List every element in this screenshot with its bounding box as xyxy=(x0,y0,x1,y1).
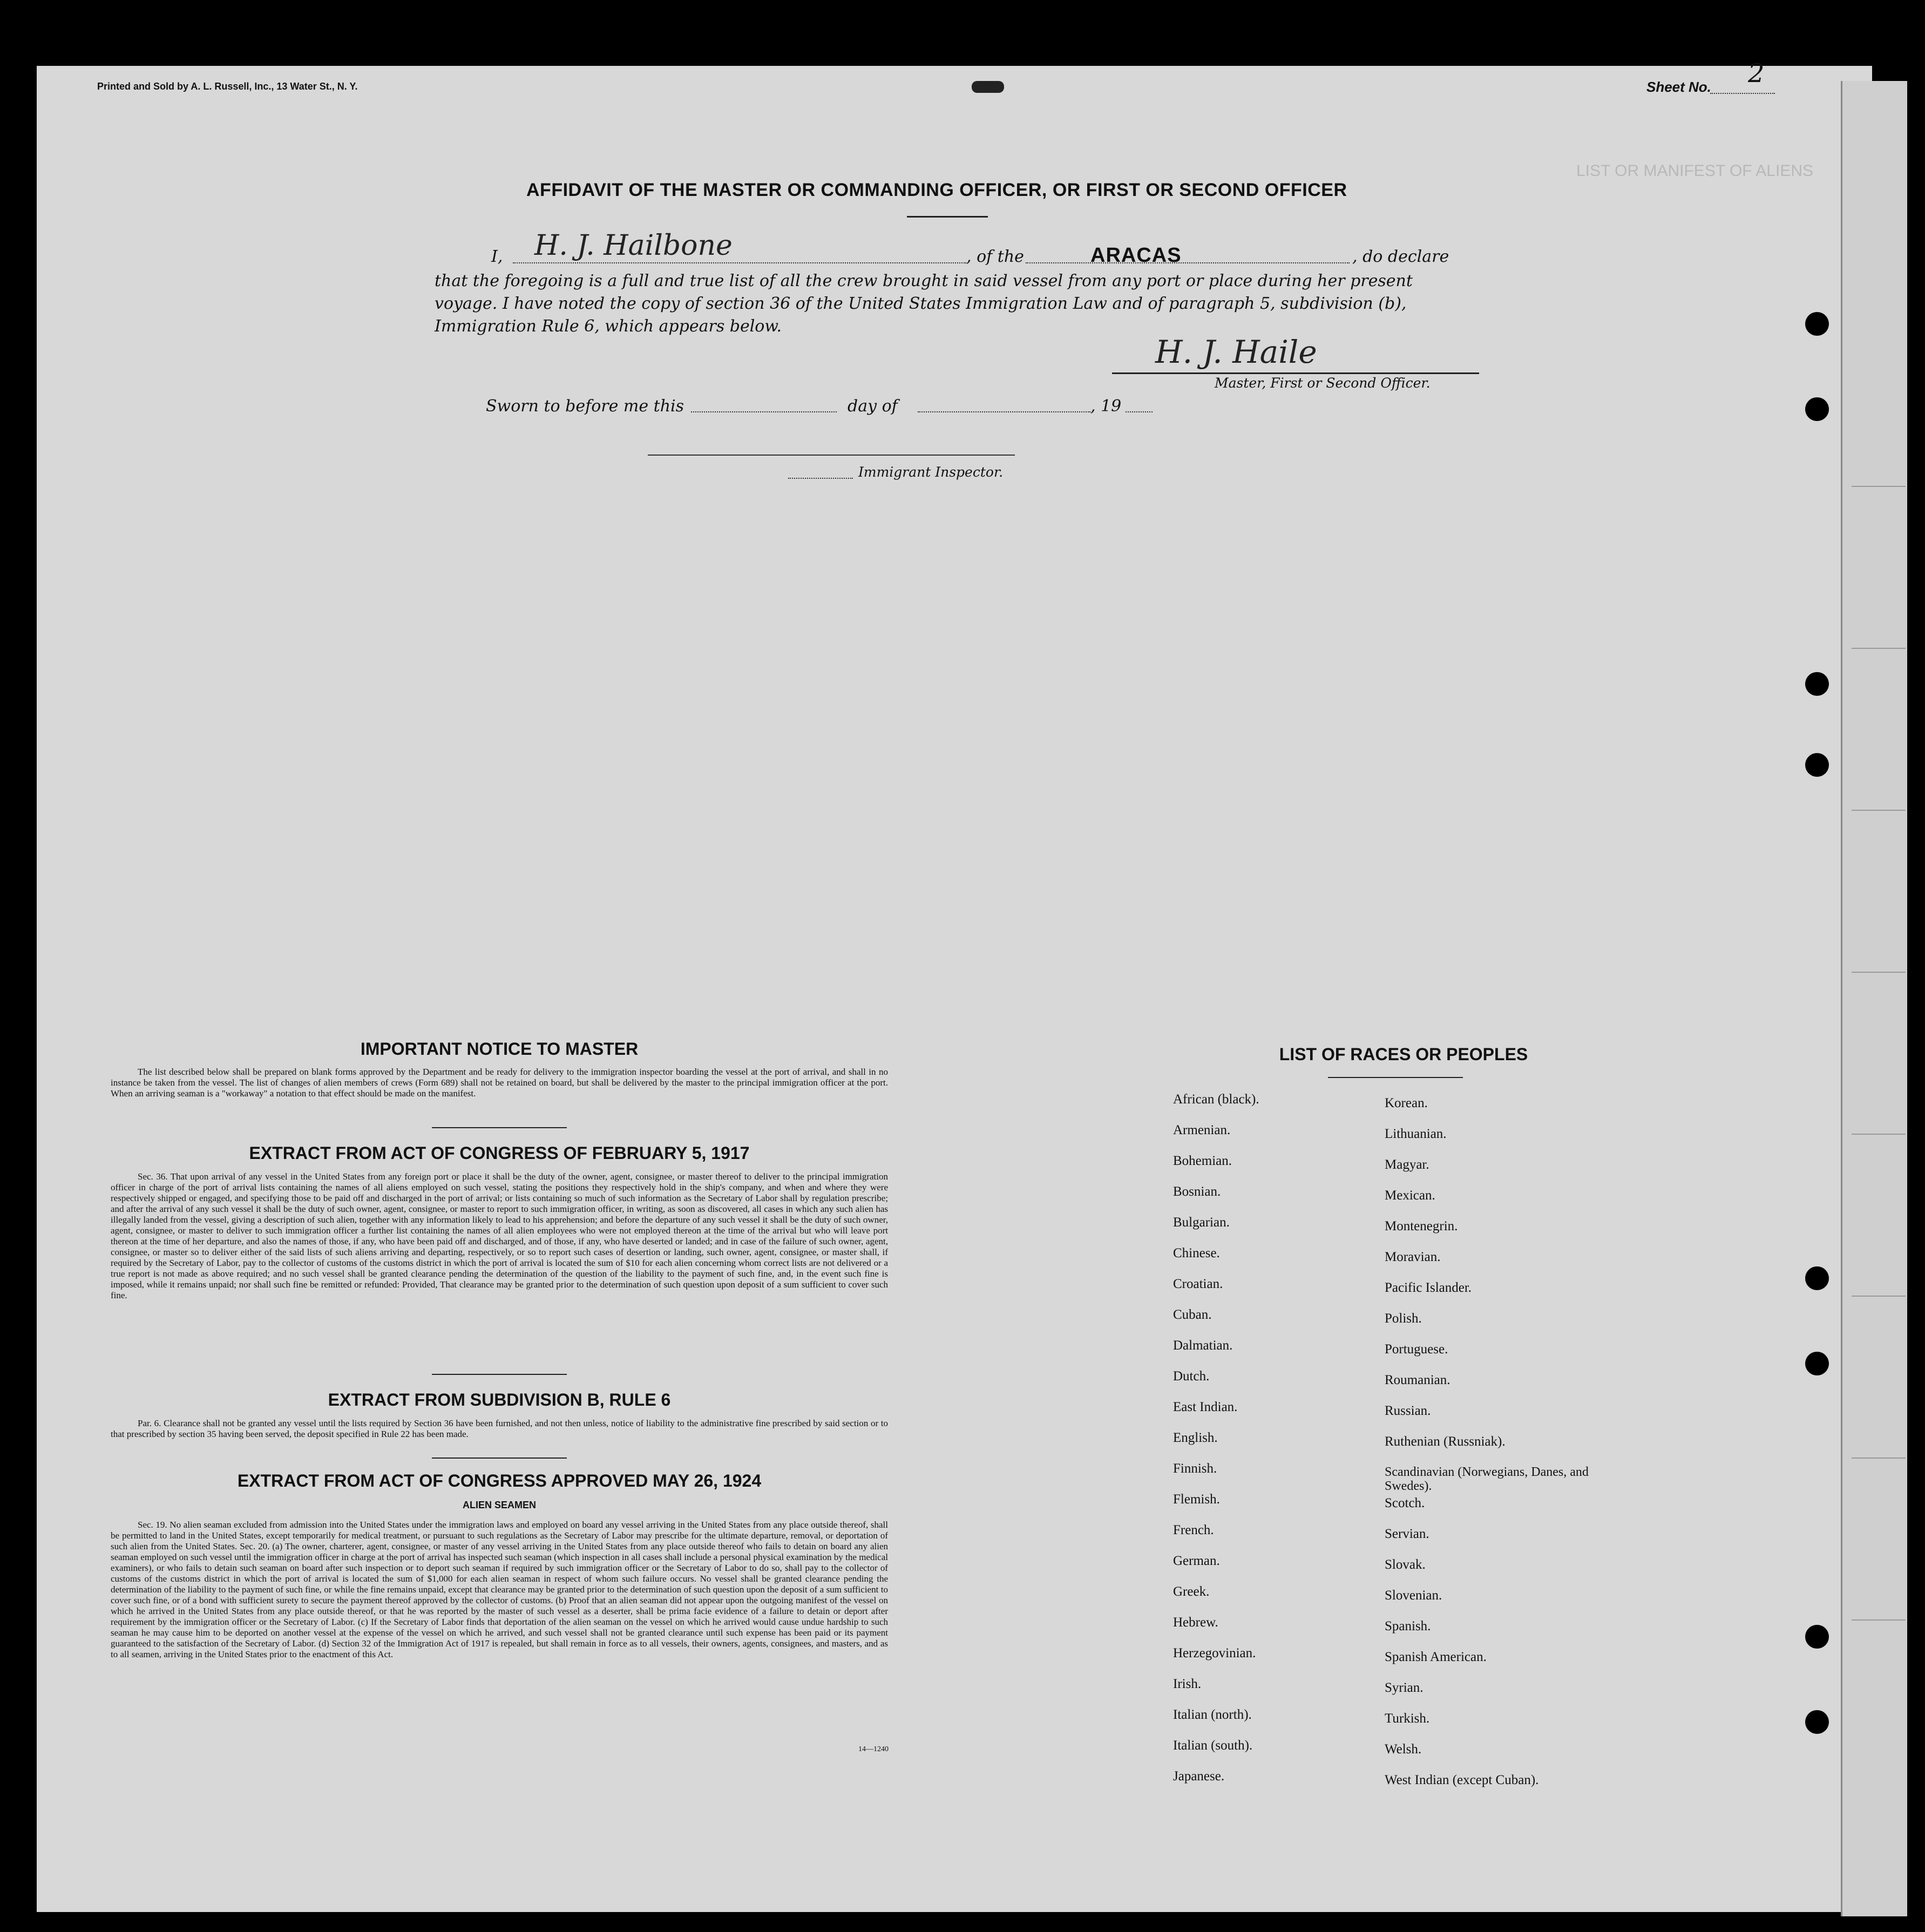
race-item: Ruthenian (Russniak). xyxy=(1385,1434,1506,1449)
punch-hole xyxy=(1805,1625,1829,1649)
race-item: Spanish. xyxy=(1385,1619,1431,1633)
title-rule xyxy=(907,216,988,218)
ruled-line xyxy=(1852,648,1906,649)
race-item: Scotch. xyxy=(1385,1496,1425,1510)
race-item: Scandinavian (Norwegians, Danes, and Swedes). xyxy=(1385,1465,1589,1493)
extract-1924-text: Sec. 19. No alien seaman excluded from admission into the United States under the immigration laws and employed on board any vessel arriving in the United States from any place outside thereof, shall be permitted to land in the United States, except temporarily for medical treatment, or pursuant to such regulations as the Secretary of Labor may prescribe for the ultimate departure, removal, or deportation of such alien from the United States. Sec. 20. (a) The owner, charterer, agent, consignee, or master of any vessel arriving in the United States from any place outside thereof who fails to detain on board any alien seaman employed on such vessel until the immigration officer in charge at the port of arrival has inspected such seaman (which inspection in all cases shall include a personal physical examination by the medical examiners), or who fails to detain such seaman on board after such inspection or to deport such seaman if required by such immigration officer or the Secretary of Labor to do so, shall pay to the collector of customs of the customs district in which the port of arrival is located the sum of $1,000 for each alien seaman in respect of whom such failure occurs. No vessel shall be granted clearance pending the determination of the liability to the payment of such fine, or while the fine remains unpaid, except that clearance may be granted prior to the determination of such question upon the deposit of a sum sufficient to cover such fine, or of a bond with sufficient surety to secure the payment thereof approved by the collector of customs. (b) Proof that an alien seaman did not appear upon the outgoing manifest of the vessel on which he arrived in the United States from any place outside thereof, or that he was reported by the master of such vessel as a deserter, shall be prima facie evidence of a failure to detain or deport after requirement by the immigration officer or the Secretary of Labor. (c) If the Secretary of Labor finds that deportation of the alien seaman on the vessel on which he arrived would cause undue hardship to such seaman he may cause him to be deported on another vessel at the expense of the vessel on which he arrived, and such vessel shall not be granted clearance until such expense has been paid or its payment guaranteed to the satisfaction of the Secretary of Labor. (d) Section 32 of the Immigration Act of 1917 is repealed, but shall remain in force as to all vessels, their owners, agents, consignees, and masters, and as to all seamen, arriving in the United States prior to the enactment of this Act. xyxy=(111,1520,888,1659)
race-item: West Indian (except Cuban). xyxy=(1385,1773,1539,1787)
inspector-top-line xyxy=(648,455,1015,456)
vessel-name: ARACAS xyxy=(1090,244,1182,267)
race-item: East Indian. xyxy=(1173,1400,1238,1414)
bleed-through-text: LIST OR MANIFEST OF ALIENS xyxy=(1576,162,1813,180)
punch-hole xyxy=(1805,1710,1829,1734)
race-item: African (black). xyxy=(1173,1092,1259,1107)
ruled-line xyxy=(1852,1619,1906,1621)
year-label: , 19 xyxy=(1090,397,1122,416)
notice-title: IMPORTANT NOTICE TO MASTER xyxy=(360,1039,639,1059)
race-item: Pacific Islander. xyxy=(1385,1280,1472,1295)
section-rule xyxy=(432,1374,567,1375)
name-line xyxy=(513,262,966,263)
race-item: Russian. xyxy=(1385,1404,1431,1418)
race-item: Mexican. xyxy=(1385,1188,1435,1203)
form-number: 14—1240 xyxy=(858,1745,889,1753)
race-item: Italian (south). xyxy=(1173,1738,1253,1753)
race-item: Korean. xyxy=(1385,1096,1428,1110)
race-item: Hebrew. xyxy=(1173,1615,1218,1630)
race-item: Slovenian. xyxy=(1385,1588,1442,1603)
race-item: Polish. xyxy=(1385,1311,1422,1326)
ruled-line xyxy=(1852,1134,1906,1135)
race-item: Armenian. xyxy=(1173,1123,1231,1137)
handwritten-name: H. J. Hailbone xyxy=(534,229,733,262)
race-item: French. xyxy=(1173,1523,1214,1537)
extract-1917-title: EXTRACT FROM ACT OF CONGRESS OF FEBRUARY 5, 1917 xyxy=(249,1143,750,1163)
sworn-day-line xyxy=(691,411,837,412)
rule-6-text: Par. 6. Clearance shall not be granted any vessel until the lists required by Section 36 have been furnished, and not then unless, notice of liability to the administrative fine prescribed by said section or to that prescribed by section 35 having been served, the deposit specified in Rule 22 has been made. xyxy=(111,1418,888,1439)
year-line xyxy=(1126,411,1153,412)
races-left-column xyxy=(1173,1092,1378,1800)
races-title: LIST OF RACES OR PEOPLES xyxy=(1279,1045,1528,1064)
race-item: German. xyxy=(1173,1554,1220,1568)
affidavit-title: AFFIDAVIT OF THE MASTER OR COMMANDING OFFICER, OR FIRST OR SECOND OFFICER xyxy=(526,180,1347,200)
day-of-label: day of xyxy=(848,397,898,416)
race-item: Japanese. xyxy=(1173,1769,1225,1784)
punch-hole xyxy=(1805,1266,1829,1290)
extract-1917-text: Sec. 36. That upon arrival of any vessel in the United States from any foreign port or place it shall be the duty of the owner, agent, consignee, or master thereof to deliver to the principal immigration officer in charge of the port of arrival lists containing the names of all aliens employed on such vessel, stating the positions they respectively hold in the ship's company, and when and where they were respectively shipped or engaged, and specifying those to be paid off and discharged in the port of arrival; or lists containing so much of such information as the Secretary of Labor shall by regulation prescribe; and after the arrival of any such vessel it shall be the duty of such owner, agent, consignee, or master to report to such immigration officer, in writing, as soon as discovered, all cases in which any such alien has illegally landed from the vessel, giving a description of such alien, together with any information likely to lead to his apprehension; and before the departure of any such vessel it shall be the duty of such owner, agent, consignee, or master to deliver to such immigration officer a further list containing the names of all alien employees who were not employed thereon at the time of the arrival but who will leave port thereon at the time of her departure, and also the names of those, if any, who have been paid off and discharged, and of those, if any, who have deserted or landed; and in case of the failure of such owner, agent, consignee, or master so to deliver either of the said lists of such aliens arriving and departing, respectively, or so to report such cases of desertion or landing, such owner, agent, consignee, or master shall, if required by the Secretary of Labor, pay to the collector of customs of the customs district in which the port of arrival is located the sum of $10 for each alien concerning whom correct lists are not delivered or a true report is not made as above required; and no such vessel shall be granted clearance pending the determination of the question of the liability to the payment of such fine, and, in the event such fine is imposed, while it remains unpaid; nor shall such fine be remitted or refunded: Provided, That clearance may be granted prior to the determination of such question upon deposit of a sum sufficient to cover such fine. xyxy=(111,1171,888,1300)
sheet-number-line xyxy=(1710,93,1775,94)
race-item: Finnish. xyxy=(1173,1461,1217,1476)
race-item: Montenegrin. xyxy=(1385,1219,1458,1233)
race-item: Irish. xyxy=(1173,1677,1202,1691)
binding-clip xyxy=(972,81,1004,93)
race-item: Dalmatian. xyxy=(1173,1338,1233,1353)
ruled-line xyxy=(1852,486,1906,487)
affidavit-line-2: that the foregoing is a full and true list of all the crew brought in said vessel from any port or place during her present xyxy=(435,272,1413,290)
section-rule xyxy=(432,1127,567,1128)
printer-credit: Printed and Sold by A. L. Russell, Inc., 13 Water St., N. Y. xyxy=(97,81,358,92)
punch-hole xyxy=(1805,672,1829,696)
race-item: Moravian. xyxy=(1385,1250,1441,1264)
races-right-column xyxy=(1385,1096,1611,1804)
do-declare-label: , do declare xyxy=(1352,247,1449,266)
race-item: Flemish. xyxy=(1173,1492,1220,1507)
punch-hole xyxy=(1805,397,1829,421)
punch-hole xyxy=(1805,312,1829,336)
race-item: Servian. xyxy=(1385,1527,1429,1541)
of-the-label: , of the xyxy=(966,247,1024,266)
race-item: Italian (north). xyxy=(1173,1707,1252,1722)
race-item: Turkish. xyxy=(1385,1711,1430,1726)
sheet-number: 2 xyxy=(1748,58,1765,89)
race-item: Spanish American. xyxy=(1385,1650,1487,1664)
race-item: Slovak. xyxy=(1385,1557,1426,1572)
race-item: Cuban. xyxy=(1173,1307,1212,1322)
race-item: Welsh. xyxy=(1385,1742,1422,1757)
race-item: Bohemian. xyxy=(1173,1154,1232,1168)
race-item: Greek. xyxy=(1173,1584,1210,1599)
affidavit-line-3: voyage. I have noted the copy of section 36 of the United States Immigration Law and of paragraph 5, subdivision (b), xyxy=(435,294,1407,313)
race-item: Bulgarian. xyxy=(1173,1215,1230,1230)
race-item: Herzegovinian. xyxy=(1173,1646,1256,1660)
race-item: Croatian. xyxy=(1173,1277,1223,1291)
ruled-line xyxy=(1852,810,1906,811)
ruled-line xyxy=(1852,972,1906,973)
notice-text: The list described below shall be prepared on blank forms approved by the Department and be ready for delivery to the immigration inspector boarding the vessel at the port of arrival, and shall in no instance be taken from the vessel. The list of changes of alien members of crews (Form 689) shall not be retained on board, but shall be delivered by the master to the principal immigration officer at the port. When an arriving seaman is a "workaway" a notation to that effect should be made on the manifest. xyxy=(111,1067,888,1099)
race-item: English. xyxy=(1173,1431,1218,1445)
extract-1924-title: EXTRACT FROM ACT OF CONGRESS APPROVED MAY 26, 1924 xyxy=(237,1471,762,1490)
inspector-caption: Immigrant Inspector. xyxy=(858,464,1004,480)
rule-6-title: EXTRACT FROM SUBDIVISION B, RULE 6 xyxy=(328,1390,671,1409)
month-line xyxy=(918,411,1090,412)
race-item: Portuguese. xyxy=(1385,1342,1448,1357)
signature-line xyxy=(1112,372,1479,374)
race-item: Chinese. xyxy=(1173,1246,1220,1260)
races-rule xyxy=(1328,1077,1463,1078)
race-item: Bosnian. xyxy=(1173,1184,1221,1199)
race-item: Magyar. xyxy=(1385,1157,1429,1172)
inspector-line xyxy=(788,478,853,479)
race-item: Lithuanian. xyxy=(1385,1127,1447,1141)
vessel-line xyxy=(1026,262,1350,263)
underlying-sheet-edge xyxy=(1841,81,1907,1916)
sworn-label: Sworn to before me this xyxy=(486,397,684,416)
punch-hole xyxy=(1805,1352,1829,1375)
i-label: I, xyxy=(491,247,503,266)
master-signature: H. J. Haile xyxy=(1155,334,1317,370)
race-item: Roumanian. xyxy=(1385,1373,1450,1387)
alien-seamen-subtitle: ALIEN SEAMEN xyxy=(462,1500,536,1510)
punch-hole xyxy=(1805,753,1829,777)
sheet-label: Sheet No. xyxy=(1646,79,1711,95)
ruled-line xyxy=(1852,1458,1906,1459)
ruled-line xyxy=(1852,1296,1906,1297)
affidavit-line-4: Immigration Rule 6, which appears below. xyxy=(435,317,782,336)
signature-caption: Master, First or Second Officer. xyxy=(1215,375,1431,391)
race-item: Dutch. xyxy=(1173,1369,1210,1384)
race-item: Syrian. xyxy=(1385,1680,1424,1695)
section-rule xyxy=(432,1458,567,1459)
